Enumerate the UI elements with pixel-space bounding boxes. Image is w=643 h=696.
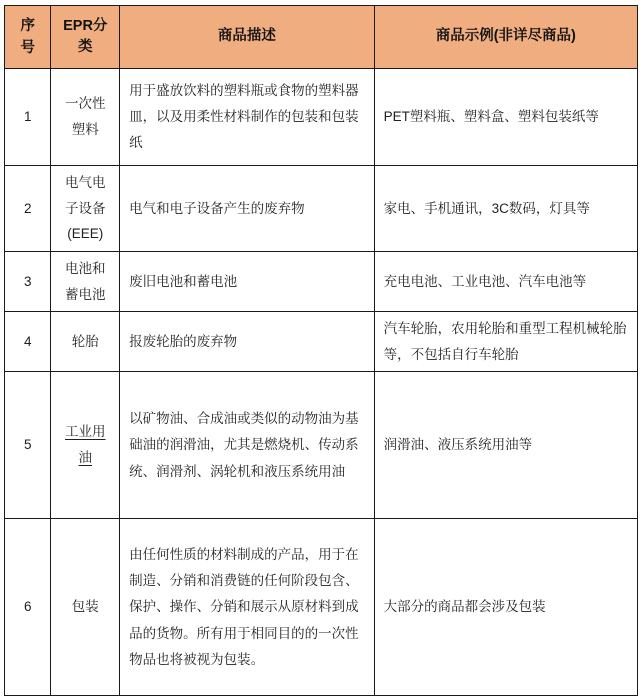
cell-category [51, 166, 120, 252]
column-header-description: 商品描述 [120, 6, 375, 69]
cell-category: 包装 [51, 519, 120, 696]
table-body [5, 69, 638, 696]
cell-examples: 大部分的商品都会涉及包装 [374, 519, 637, 696]
cell-examples: 汽车轮胎，农用轮胎和重型工程机械轮胎等，不包括自行车轮胎 [374, 312, 637, 372]
cell-index: 6 [5, 519, 51, 696]
cell-description: 由任何性质的材料制成的产品，用于在制造、分销和消费链的任何阶段包含、保护、操作、分销和展示从原材料到成品的货物。所有用于相同目的的一次性物品也将被视为包装。 [120, 519, 375, 696]
table-row [5, 69, 638, 166]
table-row [5, 166, 638, 252]
cell-category-text: 工业用油 [65, 424, 106, 466]
cell-category: 电池和蓄电池 [51, 251, 120, 311]
epr-category-table [4, 5, 638, 696]
cell-category: 轮胎 [51, 312, 120, 372]
cell-examples: PET塑料瓶、塑料盒、塑料包装纸等 [374, 69, 637, 166]
cell-description: 用于盛放饮料的塑料瓶或食物的塑料器皿，以及用柔性材料制作的包装和包装纸 [120, 69, 375, 166]
cell-category [51, 372, 120, 519]
cell-index: 1 [5, 69, 51, 166]
column-header-category: EPR分类 [51, 6, 120, 69]
column-header-index [5, 6, 51, 69]
column-header-index-line1: 序 [20, 17, 35, 34]
table-row [5, 251, 638, 311]
cell-description: 废旧电池和蓄电池 [120, 251, 375, 311]
cell-description: 以矿物油、合成油或类似的动物油为基础油的润滑油，尤其是燃烧机、传动系统、润滑剂、涡轮机和液压系统用油 [120, 372, 375, 519]
epr-table-container [4, 5, 638, 696]
cell-description: 报废轮胎的废弃物 [120, 312, 375, 372]
table-header [5, 6, 638, 69]
table-row [5, 312, 638, 372]
cell-examples: 充电电池、工业电池、汽车电池等 [374, 251, 637, 311]
cell-examples: 润滑油、液压系统用油等 [374, 372, 637, 519]
header-row [5, 6, 638, 69]
column-header-examples: 商品示例(非详尽商品) [374, 6, 637, 69]
cell-description: 电气和电子设备产生的废弃物 [120, 166, 375, 252]
cell-category-line2: (EEE) [67, 226, 104, 242]
table-row [5, 372, 638, 519]
cell-index: 2 [5, 166, 51, 252]
cell-index: 5 [5, 372, 51, 519]
cell-index: 4 [5, 312, 51, 372]
cell-index: 3 [5, 251, 51, 311]
cell-category: 一次性塑料 [51, 69, 120, 166]
table-row [5, 519, 638, 696]
column-header-index-line2: 号 [20, 40, 35, 56]
cell-examples: 家电、手机通讯，3C数码，灯具等 [374, 166, 637, 252]
cell-category-line1: 电气电子设备 [65, 175, 106, 216]
